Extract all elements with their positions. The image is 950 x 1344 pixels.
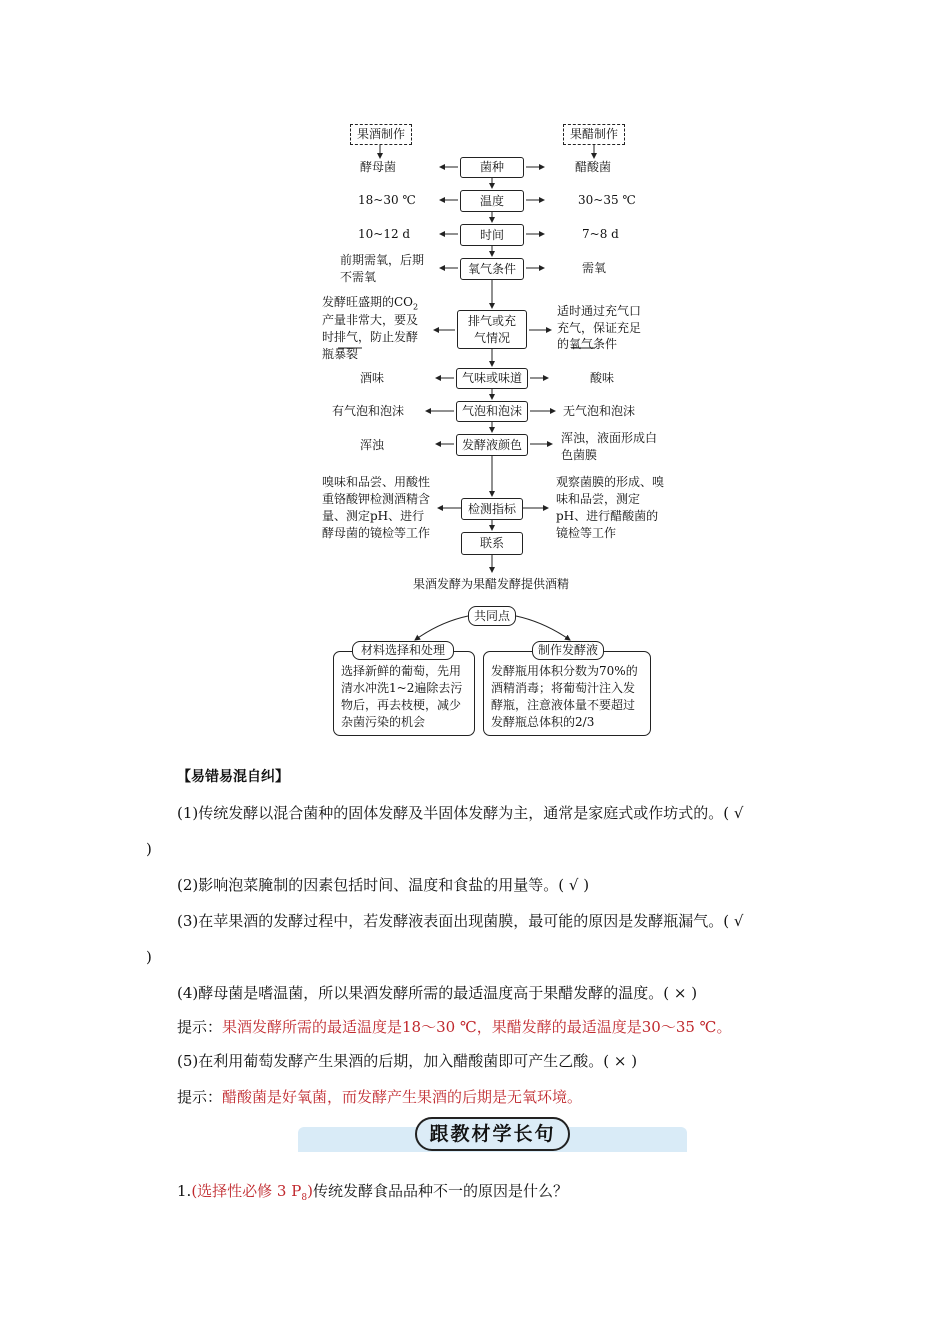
box-bubble: 气泡和泡沫: [456, 401, 528, 422]
right-exhaust-1: 适时通过充气口: [557, 304, 642, 318]
right-strain: 醋酸菌: [575, 160, 612, 174]
question-text: 传统发酵食品品种不一的原因是什么？: [312, 1182, 568, 1200]
question-1: [177, 1180, 568, 1209]
right-temp: 30~35 ℃: [578, 193, 636, 207]
left-exhaust-3b: 排气: [334, 330, 359, 344]
liquid-text-2-3: 2/3: [575, 715, 595, 729]
item-5: (5)在利用葡萄发酵产生果酒的后期，加入醋酸菌即可产生乙酸。( × ): [177, 1052, 638, 1070]
box-oxygen: 氧气条件: [460, 258, 524, 280]
liquid-text-a: 发酵瓶用体积分数为: [491, 664, 600, 678]
right-exhaust-3a: 的: [557, 337, 570, 351]
left-time: 10~12 d: [358, 227, 411, 241]
item-4: (4)酵母菌是嗜温菌，所以果酒发酵所需的最适温度高于果醋发酵的温度。( × ): [177, 984, 698, 1002]
right-exhaust-3c: 条件: [593, 337, 618, 351]
item-1-cont: ): [146, 840, 152, 858]
left-exhaust-1-text: 发酵旺盛期的CO: [322, 295, 414, 309]
section-title: 【易错易混自纠】: [177, 769, 289, 785]
left-exhaust-3c: ，防止发酵: [358, 330, 419, 344]
left-smell: 酒味: [360, 371, 385, 385]
box-strain: 菌种: [460, 157, 524, 178]
relation-text: 果酒发酵为果醋发酵提供酒精: [413, 577, 570, 591]
left-temp: 18~30 ℃: [358, 193, 416, 207]
item-1: (1)传统发酵以混合菌种的固体发酵及半固体发酵为主，通常是家庭式或作坊式的。( √: [177, 804, 744, 822]
right-bubble: 无气泡和泡沫: [563, 404, 636, 418]
question-ref-sub: 8: [301, 1193, 308, 1203]
right-color: 浑浊，液面形成白色菌膜: [561, 431, 658, 462]
hint-2-text: 醋酸菌是好氧菌，而发酵产生果酒的后期是无氧环境。: [222, 1088, 583, 1106]
left-color: 浑浊: [360, 438, 385, 452]
liquid-title: 制作发酵液: [532, 641, 604, 660]
left-exhaust-sub: 2: [413, 302, 419, 312]
hint-2: [177, 1086, 582, 1108]
left-bubble: 有气泡和泡沫: [332, 404, 405, 418]
liquid-box: [483, 651, 651, 736]
liquid-text-b: 的酒精消毒；将葡萄汁注入发酵瓶，注意液体量不要超过发酵瓶总体积的: [491, 664, 638, 729]
left-strain: 酵母菌: [360, 160, 397, 174]
question-ref-end: ): [307, 1182, 313, 1200]
box-color: 发酵液颜色: [456, 434, 528, 456]
left-exhaust-3a: 时: [322, 330, 335, 344]
left-header-label: 果酒制作: [356, 127, 405, 141]
right-exhaust-3b: 氧气: [569, 337, 594, 351]
liquid-text-70: 70%: [599, 664, 626, 678]
material-text-underlined: 杂菌污染的机会: [341, 715, 426, 729]
left-header-box: [350, 124, 412, 145]
left-detect: 嗅味和品尝、用酸性重铬酸钾检测酒精含量、测定pH、进行酵母菌的镜检等工作: [322, 475, 431, 540]
question-number: 1.: [177, 1182, 192, 1200]
material-title: 材料选择和处理: [352, 641, 454, 660]
hint-2-label: 提示：: [177, 1088, 223, 1106]
hint-1: [177, 1016, 731, 1038]
right-header-box: [563, 124, 625, 145]
left-exhaust-2: 产量非常大，要及: [322, 313, 419, 327]
left-oxygen: 前期需氧，后期不需氧: [340, 253, 425, 284]
box-smell: 气味或味道: [456, 368, 528, 389]
right-exhaust-2: 充气，保证充足: [557, 321, 642, 335]
left-exhaust-3: [322, 329, 418, 346]
right-exhaust-3: [557, 336, 617, 353]
right-detect: 观察菌膜的形成、嗅味和品尝，测定pH、进行醋酸菌的镜检等工作: [556, 475, 665, 540]
box-temperature: 温度: [460, 190, 524, 212]
right-oxygen: 需氧: [582, 261, 607, 275]
item-2: (2)影响泡菜腌制的因素包括时间、温度和食盐的用量等。( √ ): [177, 876, 590, 894]
box-time: 时间: [460, 224, 524, 246]
right-time: 7~8 d: [582, 227, 619, 241]
box-exhaust: 排气或充气情况: [457, 310, 527, 349]
common-point-label: 共同点: [468, 606, 516, 626]
banner-title: 跟教材学长句: [415, 1117, 570, 1151]
hint-1-text: 果酒发酵所需的最适温度是18～30 ℃，果醋发酵的最适温度是30～35 ℃。: [222, 1018, 732, 1036]
left-exhaust-4: 瓶暴裂: [322, 347, 359, 361]
item-3: (3)在苹果酒的发酵过程中，若发酵液表面出现菌膜，最可能的原因是发酵瓶漏气。( √: [177, 912, 744, 930]
right-smell: 酸味: [590, 371, 615, 385]
right-header-label: 果醋制作: [569, 127, 618, 141]
material-text: 选择新鲜的葡萄，先用清水冲洗1~2遍除去污物后，再去枝梗，减少: [341, 664, 463, 712]
question-ref-text: (选择性必修 3 P: [191, 1182, 302, 1200]
hint-1-label: 提示：: [177, 1018, 223, 1036]
box-relation: 联系: [461, 532, 523, 555]
box-detect: 检测指标: [461, 498, 523, 520]
item-3-cont: ): [146, 948, 152, 966]
material-box: [333, 651, 475, 736]
question-reference: [191, 1182, 313, 1203]
